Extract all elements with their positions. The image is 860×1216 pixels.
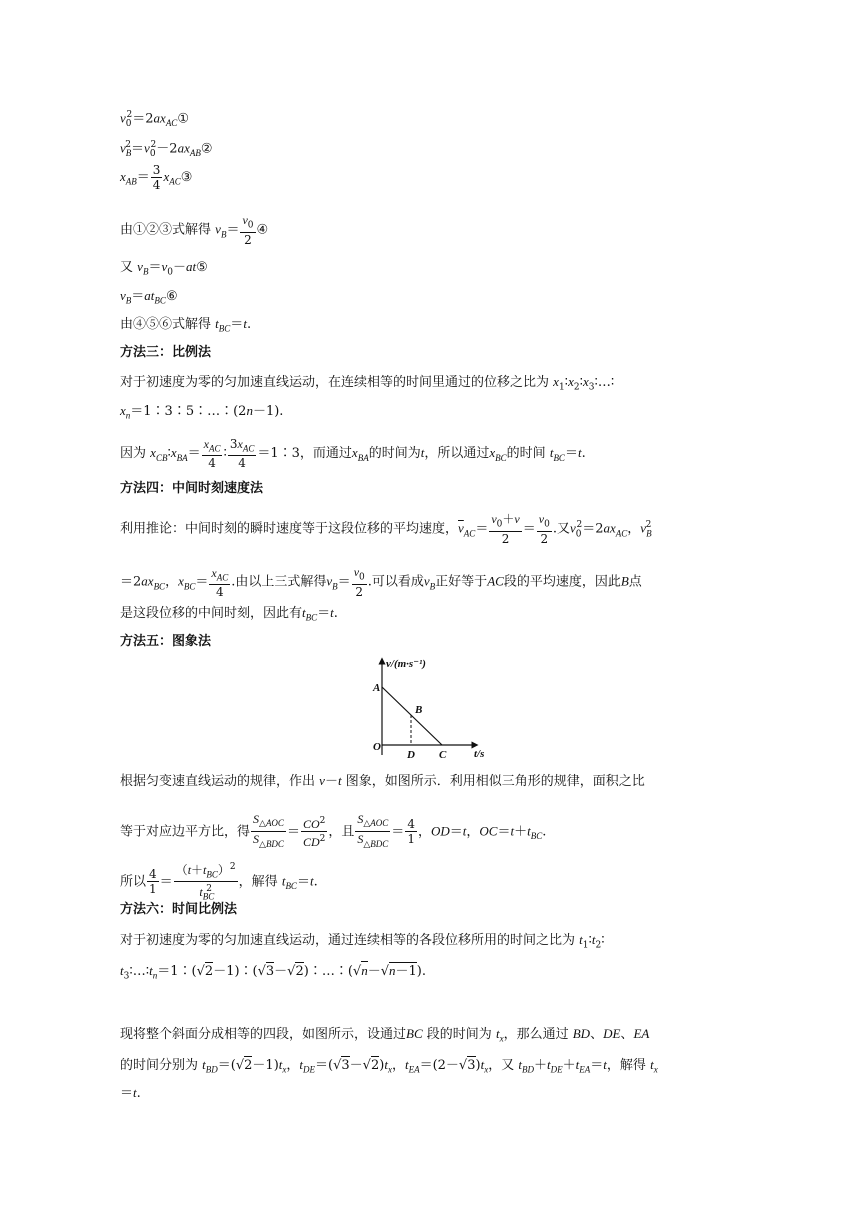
- text-and: ，且: [328, 824, 355, 840]
- text-point: 点: [628, 574, 642, 590]
- method4-line3: 是这段位移的中间时刻，因此有$t_{BC}=t$.: [120, 605, 338, 623]
- method5-text: 根据匀变速直线运动的规律，作出: [120, 774, 316, 789]
- paragraph-line3: ＝t.: [120, 1085, 141, 1101]
- point-d: D: [407, 749, 415, 761]
- text-time: 的时间: [506, 446, 546, 462]
- eq-1: $v_0^2=2ax_{AC}①$: [120, 110, 189, 129]
- text-solve-2: 由④⑤⑥式解得: [120, 317, 212, 332]
- text-solve: 由①②③式解得: [120, 222, 212, 238]
- x-axis-label: t/s: [474, 748, 485, 760]
- point-b: B: [415, 704, 423, 716]
- method3-line1: 对于初速度为零的匀加速直线运动，在连续相等的时间里通过的位移之比为 $x_1∶x_2∶x_3∶\dots∶$: [120, 374, 615, 393]
- text-therefore: 所以: [120, 874, 147, 890]
- method4-line2: $=2ax_{BC}$，$x_{BC}=$ $\frac{x_{AC}}{4}$ .由以上三式解得$v_B=$ $\frac{v_0}{2}$ .可以看成$v_B$正好等于AC段的平均速度，因此B点: [120, 565, 642, 600]
- point-a: A: [373, 682, 381, 694]
- paragraph-line2: 的时间分别为 $t_{BD}=(√2-1)t_x$，$t_{DE}=(√3-√2)t_x$，$t_{EA}=(2-√3)t_x$，又 $t_{BD}+t_{DE}+t_{EA}=t$，解得 $t_x$: [120, 1057, 658, 1075]
- eq-3: $x_{AB}=$ $\frac{3}{4}$ $x_{AC}③$: [120, 163, 193, 192]
- para-text: 现将整个斜面分成相等的四段，如图所示，设通过: [120, 1027, 407, 1042]
- method6-text: 对于初速度为零的匀加速直线运动，通过连续相等的各段位移所用的时间之比为: [120, 933, 576, 948]
- method5-text-b: 图象，如图所示．利用相似三角形的规律，面积之比: [345, 774, 645, 789]
- heading-method-4: 方法四：中间时刻速度法: [120, 481, 264, 496]
- eq-2: $v_B^2=v_0^2-2ax_{AB}②$: [120, 140, 213, 159]
- text-also-2: .又: [552, 521, 570, 537]
- heading-method-6: 方法六：时间比例法: [120, 902, 238, 917]
- method5-line3: 所以 $\frac{4}{1}$ ＝ $\frac{(t+t_{BC})^2}{t_{BC}^2}$ ，解得 $t_{BC}=t$.: [120, 862, 318, 902]
- point-c: C: [439, 749, 447, 761]
- para-text-b: 段的时间为: [426, 1027, 492, 1042]
- method3-line2: $x_n=1∶3∶5∶\dots∶(2n-1)$.: [120, 403, 284, 421]
- para-text-c: ，那么通过: [503, 1027, 569, 1042]
- text-because: 因为: [120, 446, 147, 462]
- method4-line1: 利用推论：中间时刻的瞬时速度等于这段位移的平均速度，$\overline{v}_{AC}=$ $\frac{v_0+v}{2}$ ＝ $\frac{v_0}{2}$ .又$v_0^2=2ax_{AC}$，$v_B^2$: [120, 512, 652, 547]
- y-axis-label: v/(m·s⁻¹): [386, 658, 426, 670]
- para-text-2: 的时间分别为: [120, 1058, 199, 1073]
- eq-7: 由④⑤⑥式解得 $t_{BC}=t$.: [120, 316, 252, 334]
- eq-6: $v_B=at_{BC}⑥$: [120, 288, 178, 306]
- method4-text-3: 是这段位移的中间时刻，因此有: [120, 606, 303, 621]
- method4-text: 利用推论：中间时刻的瞬时速度等于这段位移的平均速度，: [120, 521, 459, 537]
- text-passing: ，而通过: [299, 446, 352, 462]
- para-text-2c: ，解得: [606, 1058, 646, 1073]
- text-also: 又: [120, 260, 134, 275]
- vt-graph: [360, 655, 500, 765]
- text-avg: 段的平均速度，因此: [503, 574, 621, 590]
- text-equals: 正好等于: [435, 574, 488, 590]
- point-o: O: [373, 741, 381, 753]
- text-from-three: .由以上三式解得: [231, 574, 327, 590]
- text-solve-3: ，解得: [238, 874, 278, 890]
- eq-5: 又 $v_B=v_0-at⑤$: [120, 259, 208, 278]
- method5-line1: 根据匀变速直线运动的规律，作出 v－t 图象，如图所示．利用相似三角形的规律，面积之比: [120, 773, 645, 789]
- velocity-line: [382, 687, 442, 745]
- heading-method-3: 方法三：比例法: [120, 345, 212, 360]
- method5-text-2: 等于对应边平方比，得: [120, 824, 251, 840]
- para-text-2b: ，又: [488, 1058, 515, 1073]
- text-seen-as: .可以看成: [367, 574, 424, 590]
- heading-method-5: 方法五：图象法: [120, 634, 212, 649]
- method6-line1: 对于初速度为零的匀加速直线运动，通过连续相等的各段位移所用的时间之比为 $t_1∶t_2∶$: [120, 932, 605, 951]
- text-time-is: 的时间为: [368, 446, 421, 462]
- eq-4: 由①②③式解得 $v_B=$ $\frac{v_0}{2}$ ④: [120, 213, 269, 248]
- method5-line2: 等于对应边平方比，得 $\frac{S_{\triangle AOC}}{S_{\triangle BDC}}$ ＝ $\frac{CO^2}{CD^2}$ ，且 $\frac{S_{\triangle AOC}}{S_{\triangle BDC}}$ ＝ $\frac{4}{1}$ ，OD＝t，$OC=t+t_{BC}$.: [120, 812, 547, 850]
- text-so: ，所以通过: [424, 446, 490, 462]
- method6-line2: $t_3∶\dots∶t_n=1∶(√2-1)∶(√3-√2)∶\dots∶(√n-√n-1)$.: [120, 963, 426, 982]
- method3-line3: 因为 $x_{CB}∶x_{BA}=$ $\frac{x_{AC}}{4}$ ∶ $\frac{3x_{AC}}{4}$ ＝1∶3，而通过$x_{BA}$的时间为t，所以通过$x_{BC}$的时间 $t_{BC}=t$.: [120, 437, 586, 471]
- method3-text: 对于初速度为零的匀加速直线运动，在连续相等的时间里通过的位移之比为: [120, 375, 550, 390]
- paragraph-line1: 现将整个斜面分成相等的四段，如图所示，设通过BC 段的时间为 $t_x$，那么通过 BD、DE、EA: [120, 1026, 650, 1044]
